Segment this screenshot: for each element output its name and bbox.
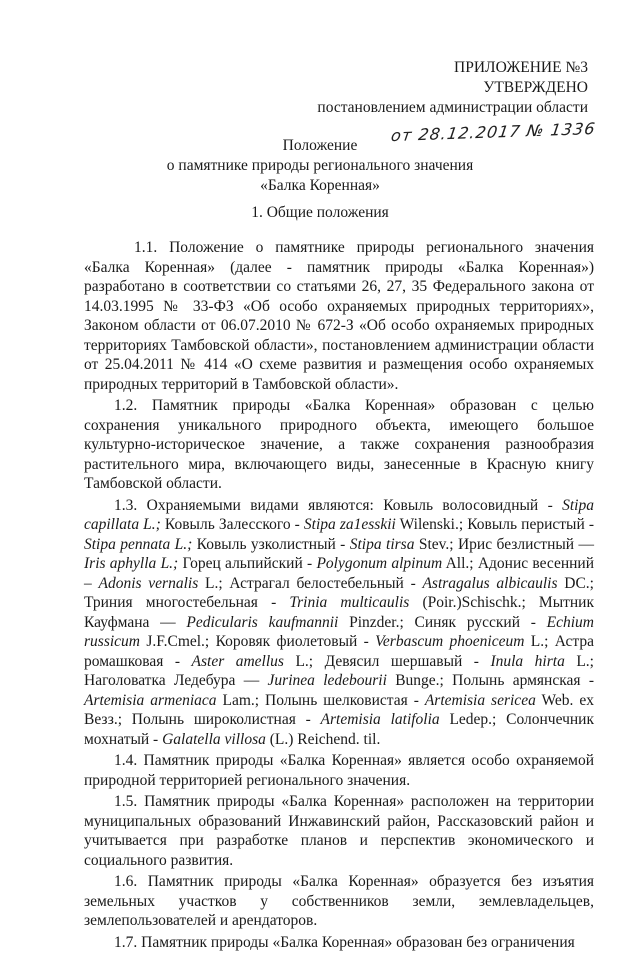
section-heading: 1. Общие положения — [251, 204, 389, 221]
paragraph-1-3 — [84, 496, 594, 750]
species-text: Pinzder.; Синяк русский - — [338, 613, 547, 631]
species-latin: Iris aphylla L.; — [84, 555, 179, 572]
document-title — [0, 136, 640, 196]
species-latin: Artemisia sericea — [424, 691, 536, 709]
paragraph-1-5: 1.5. Памятник природы «Балка Коренная» расположен на территории муниципальных образований Инжавинский район, Рассказовский район и учитывается при разработке планов и перспектив экономического и социального развития. — [84, 793, 594, 869]
species-text: All.; Адонис весенний – — [84, 555, 595, 592]
title-line-1: Положение — [282, 137, 358, 154]
species-text: Горец альпийский - — [178, 555, 317, 572]
approval-header — [317, 58, 598, 146]
paragraph-1-4: 1.4. Памятник природы «Балка Коренная» является особо охраняемой природной территорией регионального значения. — [84, 752, 594, 789]
paragraph-1-6: 1.6. Памятник природы «Балка Коренная» образуется без изъятия земельных участков у собственников земли, землевладельцев, землепользователей и арендаторов. — [84, 873, 594, 929]
species-text: DC.; Триния многостебельная - — [84, 574, 594, 611]
species-text: (L.) Reichend. til. — [265, 730, 381, 748]
species-text: J.F.Cmel.; Коровяк фиолетовый - — [139, 633, 376, 650]
species-latin: Stipa pennata L.; — [84, 535, 193, 553]
species-latin: Astragalus albicaulis — [422, 574, 558, 592]
species-latin: Jurinea ledebourii — [267, 672, 387, 689]
species-text: L.; Девясил шершавый - — [283, 652, 491, 670]
document-body — [84, 238, 594, 954]
species-latin: Stipa za1esskii — [303, 516, 396, 533]
species-text: L.; Астрагал белостебельный - — [198, 574, 423, 592]
species-latin: Artemisia latifolia — [320, 711, 440, 728]
appendix-label: ПРИЛОЖЕНИЕ №3 — [454, 59, 588, 76]
approved-label: УТВЕРЖДЕНО — [483, 79, 588, 96]
species-text: L.; Наголоватка Ледебура — — [84, 652, 594, 689]
handwritten-date-number: от 28.12.2017 № 1336 — [390, 119, 598, 146]
species-text: Ковыль Залесского - — [160, 516, 304, 533]
species-latin: Verbascum phoeniceum — [375, 633, 525, 650]
species-latin: Stipa capillata L.; — [84, 496, 594, 533]
species-latin: Stipa tirsa — [349, 535, 415, 553]
species-text: (Poir.)Schischk.; Мытник Кауфмана — — [84, 594, 594, 631]
species-text: Wilenski.; Ковыль перистый - — [395, 516, 594, 533]
species-latin: Adonis vernalis — [98, 574, 199, 592]
species-latin: Aster amellus — [191, 652, 284, 670]
species-text: Stev.; Ирис безлистный — — [414, 535, 594, 553]
species-text: Bunge.; Полынь армянская - — [386, 672, 594, 689]
title-line-2: о памятнике природы регионального значения — [166, 157, 474, 174]
species-text: Lam.; Полынь шелковистая - — [216, 691, 425, 709]
species-latin: Polygonum alpinum — [316, 555, 443, 572]
paragraph-1-7: 1.7. Памятник природы «Балка Коренная» образован без ограничения — [114, 933, 575, 951]
paragraph-1-1: 1.1. Положение о памятнике природы регионального значения «Балка Коренная» (далее - памятник природы «Балка Коренная») разработано в соответствии со статьями 26, 27, 35 Федерального закона от 14.03.1995 № 33-ФЗ «Об особо охраняемых природных территориях», Законом области от 06.07.2010 № 672-З «Об особо охраняемых природных территориях Тамбовской области», постановлением администрации области от 25.04.2011 № 414 «О схеме развития и размещения особо охраняемых природных территорий в Тамбовской области». — [84, 239, 594, 393]
title-line-3: «Балка Коренная» — [260, 177, 380, 194]
paragraph-1-2: 1.2. Памятник природы «Балка Коренная» образован с целью сохранения уникального природного объекта, имеющего большое культурно-историческое значение, а также сохранения разнообразия растительного мира, включающего виды, занесенные в Красную книгу Тамбовской области. — [84, 397, 594, 492]
species-latin: Trinia multicaulis — [289, 594, 410, 611]
species-latin: Galatella villosa — [162, 730, 266, 748]
species-latin: Artemisia armeniaca — [84, 691, 217, 709]
p13-intro: 1.3. Охраняемыми видами являются: Ковыль волосовидный - — [114, 496, 563, 514]
species-text: L.; Астра ромашковая - — [84, 633, 594, 670]
species-text: Ledep.; Солончечник мохнатый - — [84, 711, 594, 748]
species-latin: Pedicularis kaufmannii — [186, 613, 339, 631]
species-text: Ковыль узколистный - — [192, 535, 350, 553]
species-latin: Echium russicum — [84, 613, 594, 650]
species-text: Web. ex Везз.; Полынь широколистная - — [84, 691, 594, 728]
resolution-label: постановлением администрации области — [317, 99, 588, 116]
species-latin: Inula hirta — [490, 652, 565, 670]
